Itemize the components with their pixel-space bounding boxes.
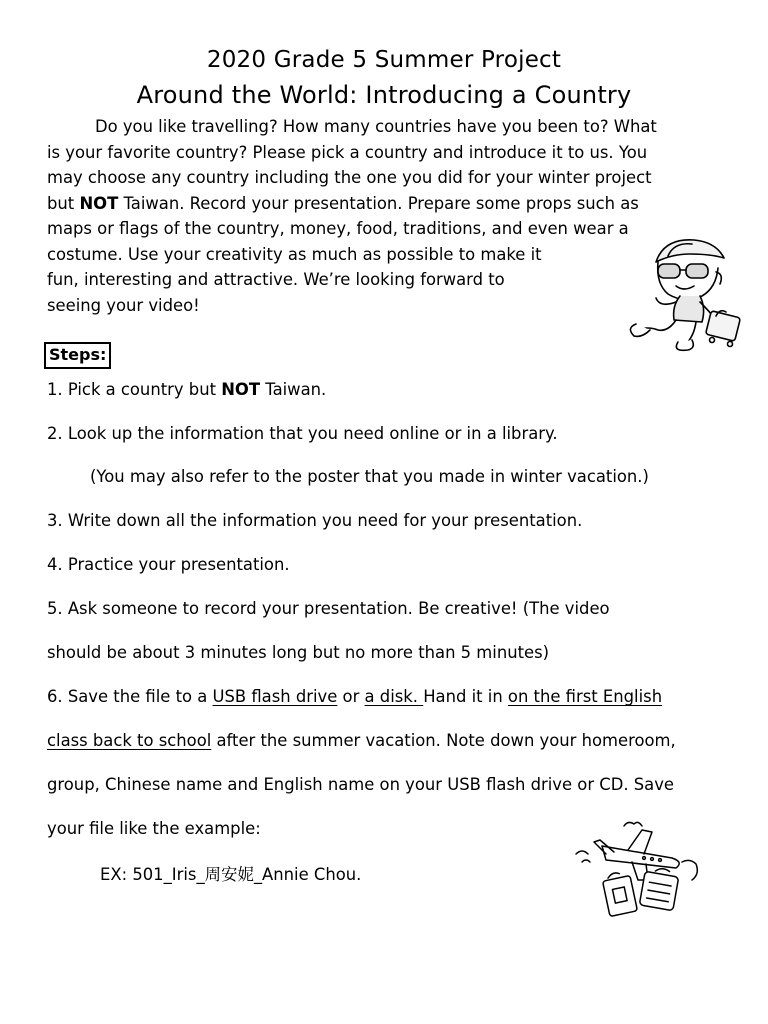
intro-text: but <box>47 193 80 213</box>
example-filename <box>100 861 361 885</box>
intro-not-emphasis: NOT <box>79 193 119 213</box>
step-5-line-2: should be about 3 minutes long but no more than 5 minutes) <box>47 643 550 662</box>
step-text: or <box>337 687 365 706</box>
step-text: 1. Pick a country but <box>47 380 222 399</box>
plane-and-luggage-icon <box>572 818 722 918</box>
step-text: after the summer vacation. Note down your homeroom, <box>211 731 676 750</box>
step-6-line-3: group, Chinese name and English name on your USB flash drive or CD. Save <box>47 775 674 794</box>
disk-text: a disk. <box>364 687 424 706</box>
intro-text: Taiwan. Record your presentation. Prepare some props such as <box>118 193 639 213</box>
first-english-class-text: on the first English <box>507 687 663 706</box>
page-title-line-2: Around the World: Introducing a Country <box>136 81 632 109</box>
steps-label: Steps: <box>44 342 111 369</box>
step-6-line-2 <box>47 731 676 750</box>
step-not-emphasis: NOT <box>221 380 261 399</box>
intro-line: Do you like travelling? How many countries have you been to? What <box>95 117 657 136</box>
back-to-school-text: class back to school <box>47 731 212 750</box>
step-4: 4. Practice your presentation. <box>47 555 290 574</box>
usb-flash-drive-text: USB flash drive <box>212 687 338 706</box>
example-text: EX: 501_Iris_ <box>100 865 205 884</box>
intro-line: costume. Use your creativity as much as possible to make it <box>47 244 542 264</box>
intro-line: is your favorite country? Please pick a country and introduce it to us. You <box>47 142 648 162</box>
step-2: 2. Look up the information that you need online or in a library. <box>47 424 558 443</box>
example-text: _Annie Chou. <box>253 865 362 884</box>
step-text: Hand it in <box>423 687 508 706</box>
intro-line: maps or flags of the country, money, food, traditions, and even wear a <box>47 219 629 238</box>
intro-line: seeing your video! <box>47 295 200 315</box>
step-6-line-4: your file like the example: <box>47 819 261 838</box>
step-2-note: (You may also refer to the poster that you made in winter vacation.) <box>90 467 649 486</box>
example-chinese-name: 周安妮 <box>204 865 254 884</box>
intro-line: may choose any country including the one you did for your winter project <box>47 168 652 187</box>
step-text: 6. Save the file to a <box>47 687 213 706</box>
intro-line: fun, interesting and attractive. We’re looking forward to <box>47 270 505 289</box>
step-3: 3. Write down all the information you need for your presentation. <box>47 511 583 530</box>
page-title-line-1: 2020 Grade 5 Summer Project <box>206 47 562 73</box>
step-1 <box>47 380 326 399</box>
step-5-line-1: 5. Ask someone to record your presentation. Be creative! (The video <box>47 599 610 618</box>
step-text: Taiwan. <box>260 380 327 399</box>
intro-line <box>47 191 727 217</box>
step-6-line-1 <box>47 687 662 706</box>
cartoon-traveler-icon <box>612 232 744 356</box>
